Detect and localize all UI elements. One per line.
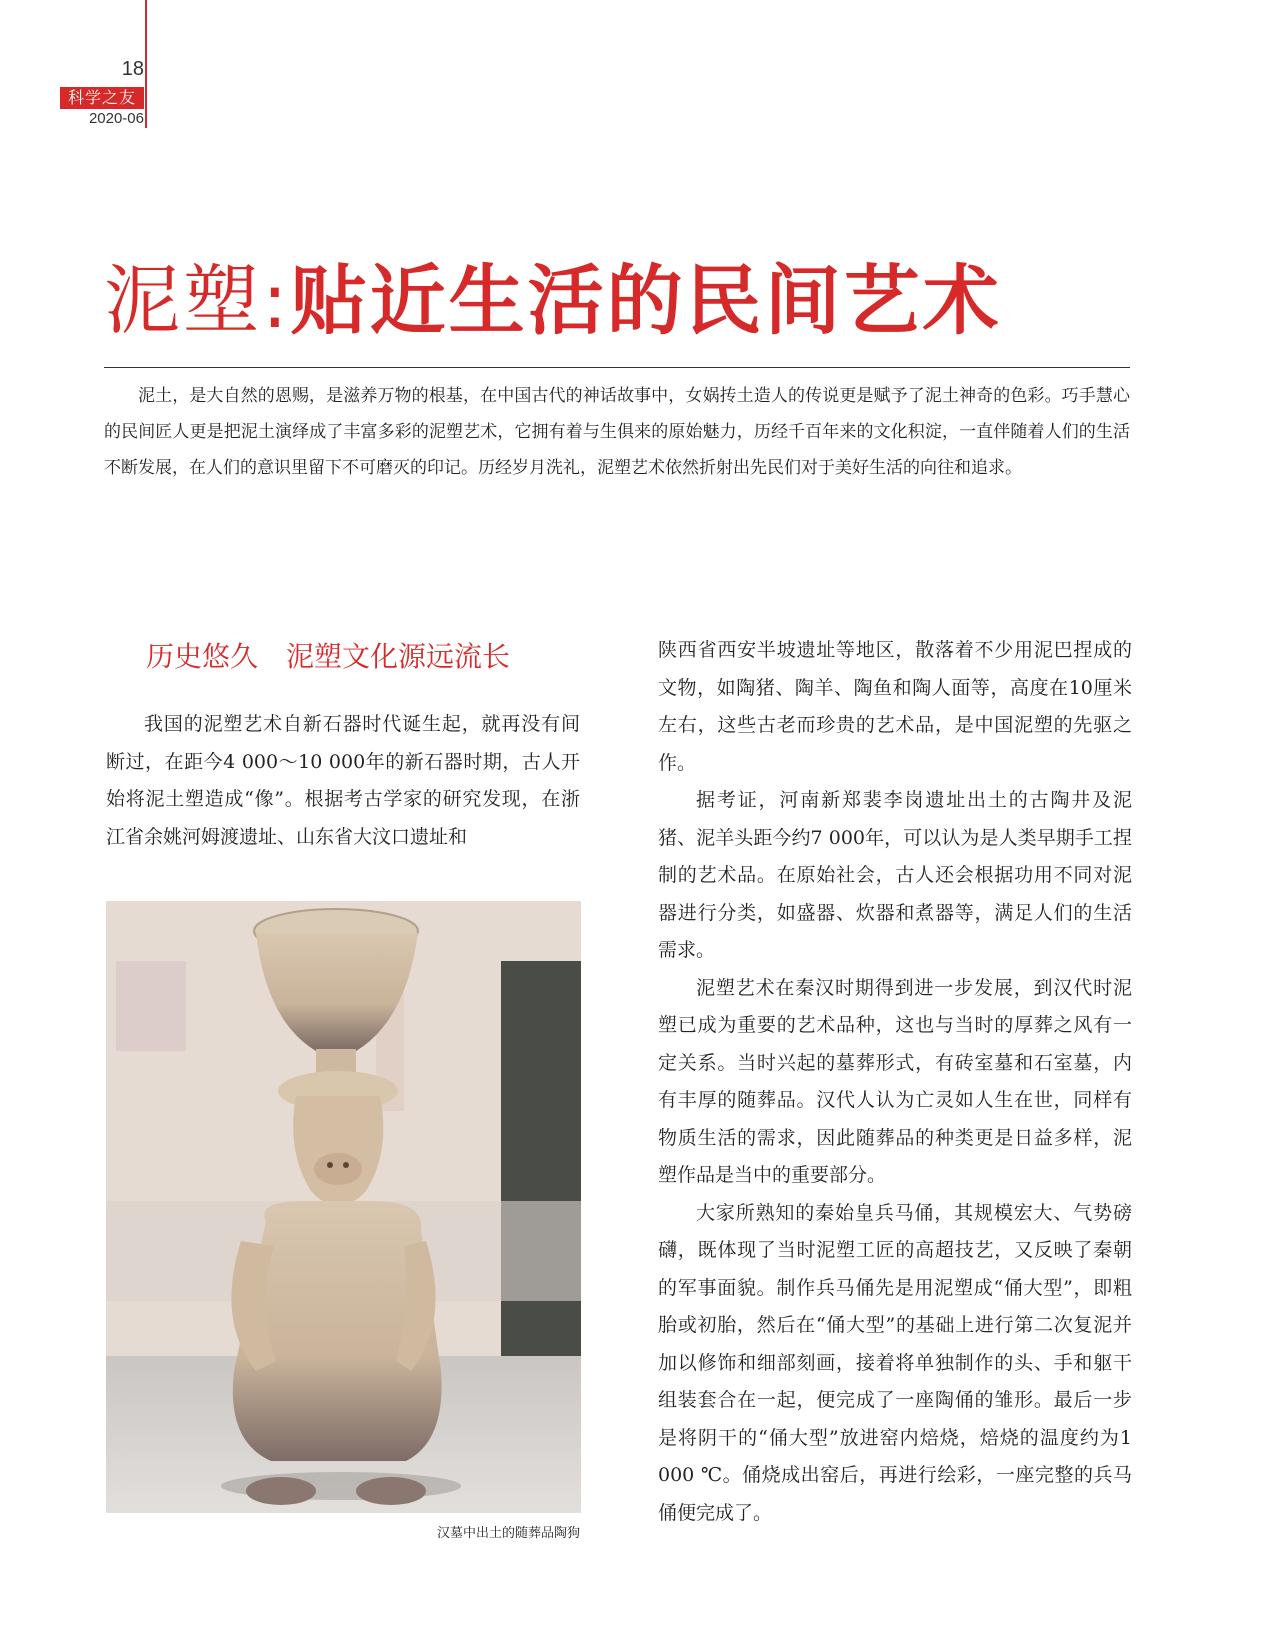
body-column-left bbox=[106, 706, 580, 856]
body-paragraph: 大家所熟知的秦始皇兵马俑，其规模宏大、气势磅礴，既体现了当时泥塑工匠的高超技艺，又反映了秦朝的军事面貌。制作兵马俑先是用泥塑成“俑大型”，即粗胎或初胎，然后在“俑大型”的基础上进行第二次复泥并加以修饰和细部刻画，接着将单独制作的头、手和躯干组装套合在一起，便完成了一座陶俑的雏形。最后一步是将阴干的“俑大型”放进窑内焙烧，焙烧的温度约为1 000 ℃。俑烧成出窑后，再进行绘彩，一座完整的兵马俑便完成了。 bbox=[658, 1201, 1132, 1524]
page-number: 18 bbox=[121, 58, 144, 80]
photo-caption: 汉墓中出土的随葬品陶狗 bbox=[436, 1526, 580, 1541]
issue-date: 2020-06 bbox=[88, 110, 144, 127]
body-paragraph: 我国的泥塑艺术自新石器时代诞生起，就再没有间断过，在距今4 000～10 000年的新石器时期，古人开始将泥土塑造成“像”。根据考古学家的研究发现，在浙江省余姚河姆渡遗址、山东省大汶口遗址和 bbox=[106, 713, 580, 848]
title-rule bbox=[104, 367, 1130, 368]
section-heading-part-b: 泥塑文化源远流长 bbox=[286, 640, 511, 673]
section-heading-part-a: 历史悠久 bbox=[146, 640, 259, 673]
section-heading bbox=[146, 635, 510, 675]
pottery-dog-photo bbox=[106, 901, 581, 1513]
header-divider-line bbox=[145, 0, 147, 128]
pottery-dog-illustration bbox=[106, 901, 581, 1513]
article-title-main: 贴近生活的民间艺术 bbox=[290, 256, 1002, 345]
article-title-topic: 泥塑: bbox=[104, 256, 291, 345]
body-column-right bbox=[658, 632, 1132, 1532]
article-title bbox=[104, 256, 1002, 346]
magazine-name-badge: 科学之友 bbox=[60, 87, 144, 109]
lead-paragraph: 泥土，是大自然的恩赐，是滋养万物的根基，在中国古代的神话故事中，女娲抟土造人的传说更是赋予了泥土神奇的色彩。巧手慧心的民间匠人更是把泥土演绎成了丰富多彩的泥塑艺术，它拥有着与生俱来的原始魅力，历经千百年来的文化积淀，一直伴随着人们的生活不断发展，在人们的意识里留下不可磨灭的印记。历经岁月洗礼，泥塑艺术依然折射出先民们对于美好生活的向往和追求。 bbox=[104, 386, 1130, 478]
body-paragraph: 据考证，河南新郑裴李岗遗址出土的古陶井及泥猪、泥羊头距今约7 000年，可以认为是人类早期手工捏制的艺术品。在原始社会，古人还会根据功用不同对泥器进行分类，如盛器、炊器和煮器等，满足人们的生活需求。 bbox=[658, 789, 1132, 961]
body-paragraph: 陕西省西安半坡遗址等地区，散落着不少用泥巴捏成的文物，如陶猪、陶羊、陶鱼和陶人面等，高度在10厘米左右，这些古老而珍贵的艺术品，是中国泥塑的先驱之作。 bbox=[658, 639, 1132, 774]
body-paragraph: 泥塑艺术在秦汉时期得到进一步发展，到汉代时泥塑已成为重要的艺术品种，这也与当时的厚葬之风有一定关系。当时兴起的墓葬形式，有砖室墓和石室墓，内有丰厚的随葬品。汉代人认为亡灵如人生在世，同样有物质生活的需求，因此随葬品的种类更是日益多样，泥塑作品是当中的重要部分。 bbox=[658, 976, 1132, 1186]
